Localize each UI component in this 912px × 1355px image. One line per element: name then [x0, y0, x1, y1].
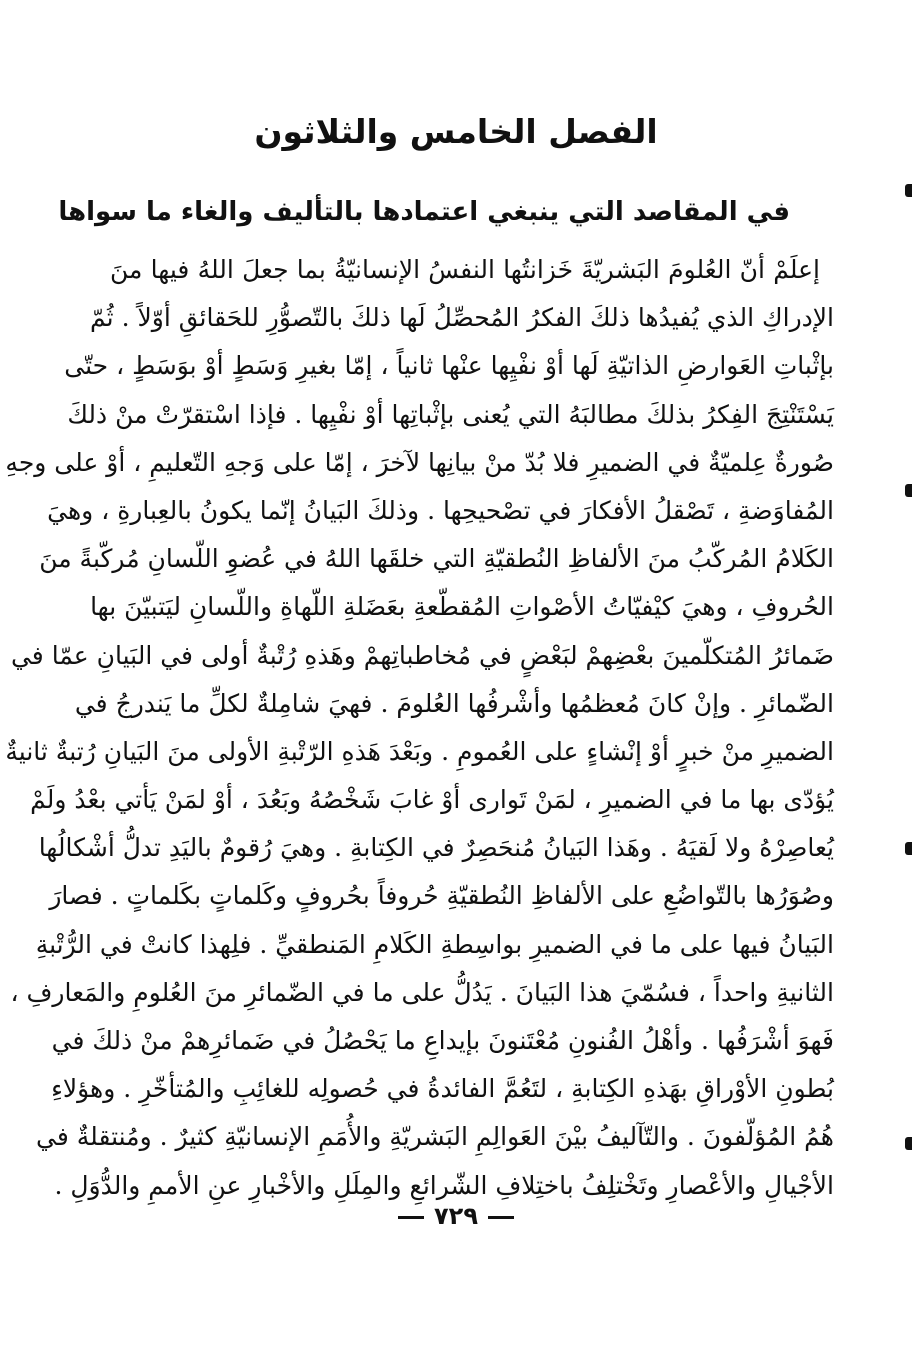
text-line: يُؤدّى بها ما في الضميرِ ، لمَنْ تَوارى أوْ غابَ شَخْصُهُ وبَعُدَ ، أوْ لمَنْ يَأتي بعْدُ ولَمْ	[30, 785, 834, 815]
text-line: يَسْتَنْتِجَ الفِكرُ بذلكَ مطالبَهُ التي يُعنى بإثْباتِها أوْ نفْيِها . فإذا اسْتقرّتْ منْ ذلكَ	[67, 399, 834, 429]
text-line: هُمُ المُؤلّفونَ . والتّآليفُ بيْنَ العَوالِمِ البَشريّةِ والأُمَمِ الإنسانيّةِ كثيرٌ . ومُنتقلةٌ في	[36, 1122, 834, 1152]
section-title: في المقاصد التي ينبغي اعتمادها بالتأليف والغاء ما سواها	[58, 197, 790, 227]
text-line: وصُوَرُها بالتّواضُعِ على الألفاظِ النُطقيّةِ حُروفاً بحُروفٍ وكَلماتٍ بكَلماتٍ . فصارَ	[49, 881, 834, 911]
text-line: يُعاصِرْهُ ولا لَقيَهُ . وهَذا البَيانُ مُنحَصِرٌ في الكِتابةِ . وهيَ رُقومٌ باليَدِ تدلُّ أشْكالُها	[38, 833, 834, 863]
text-line: الضميرِ منْ خبرٍ أوْ إنْشاءٍ على العُمومِ . وبَعْدَ هَذهِ الرّتْبةِ الأولى منَ البَيانِ رُتبةٌ ثانيةٌ	[5, 736, 834, 766]
page-edge-mark	[905, 184, 912, 197]
page-edge-mark	[905, 484, 912, 497]
text-line: بإثْباتِ العَوارضِ الذاتيّةِ لَها أوْ نفْيِها عنْها ثانياً ، إمّا بغيرِ وَسَطٍ أوْ بوَسَطٍ ، حتّى	[64, 351, 834, 381]
body-paragraph	[5, 246, 834, 1210]
page-edge-mark	[905, 842, 912, 855]
page-number-value: ٧٢٩	[434, 1202, 478, 1230]
page-number-dash	[488, 1216, 514, 1219]
text-line: الأجْيالِ والأعْصارِ وتَخْتلِفُ باختِلافِ الشّرائعِ والمِلَلِ والأخْبارِ عنِ الأممِ والدُّوَلِ .	[54, 1170, 834, 1200]
page-number	[380, 1196, 532, 1236]
text-line: الإدراكِ الذي يُفيدُها ذلكَ الفكرُ المُحصِّلُ لَها ذلكَ بالتّصوُّرِ للحَقائقِ أوّلاً . ثُمّ	[90, 303, 834, 333]
text-line: إعلَمْ أنّ العُلومَ البَشريّةَ خَزانتُها النفسُ الإنسانيّةُ بما جعلَ اللهُ فيها منَ	[110, 255, 820, 284]
text-line: ضَمائرُ المُتكلّمينَ بعْضِهمْ لبَعْضٍ في مُخاطباتِهمْ وهَذهِ رُتْبةٌ أولى في البَيانِ عمّا في	[10, 640, 834, 670]
text-line: البَيانُ فيها على ما في الضميرِ بواسِطةِ الكَلامِ المَنطقيِّ . فلِهذا كانتْ في الرُّتْبةِ	[35, 929, 834, 959]
chapter-title: الفصل الخامس والثلاثون	[254, 112, 658, 151]
page-edge-mark	[905, 1137, 912, 1150]
text-line: الضّمائرِ . وإنْ كانَ مُعظمُها وأشْرفُها العُلومَ . فهيَ شامِلةٌ لكلِّ ما يَندرجُ في	[74, 688, 834, 718]
text-line: الثانيةِ واحداً ، فسُمّيَ هذا البَيانَ . يَدُلُّ على ما في الضّمائرِ منَ العُلومِ والمَعارفِ ،	[10, 977, 834, 1007]
text-line: صُورةٌ عِلميّةٌ في الضميرِ فلا بُدّ منْ بيانِها لآخرَ ، إمّا على وَجهِ التّعليمِ ، أوْ على وجهِ	[5, 447, 834, 477]
text-line: فَهوَ أشْرَفُها . وأهْلُ الفُنونِ مُعْتَنونَ بإيداعِ ما يَحْصُلُ في ضَمائرِهمْ منْ ذلكَ في	[51, 1026, 834, 1055]
text-line: المُفاوَضةِ ، تَصْقلُ الأفكارَ في تصْحيحِها . وذلكَ البَيانُ إنّما يكونُ بالعِبارةِ ، وهيَ	[47, 495, 834, 525]
text-line: الحُروفِ ، وهيَ كيْفيّاتُ الأصْواتِ المُقطّعةِ بعَضَلةِ اللّهاةِ واللّسانِ ليَتبيّنَ بها	[90, 592, 834, 622]
text-line: الكَلامُ المُركّبُ منَ الألفاظِ النُطقيّةِ التي خلقَها اللهُ في عُضوِ اللّسانِ مُركّبةً منَ	[39, 544, 834, 574]
text-line: بُطونِ الأوْراقِ بهَذهِ الكِتابةِ ، لتَعُمَّ الفائدةُ في حُصولِه للغائِبِ والمُتأخّرِ . وهؤلاءِ	[51, 1074, 834, 1104]
page-number-dash	[398, 1216, 424, 1219]
